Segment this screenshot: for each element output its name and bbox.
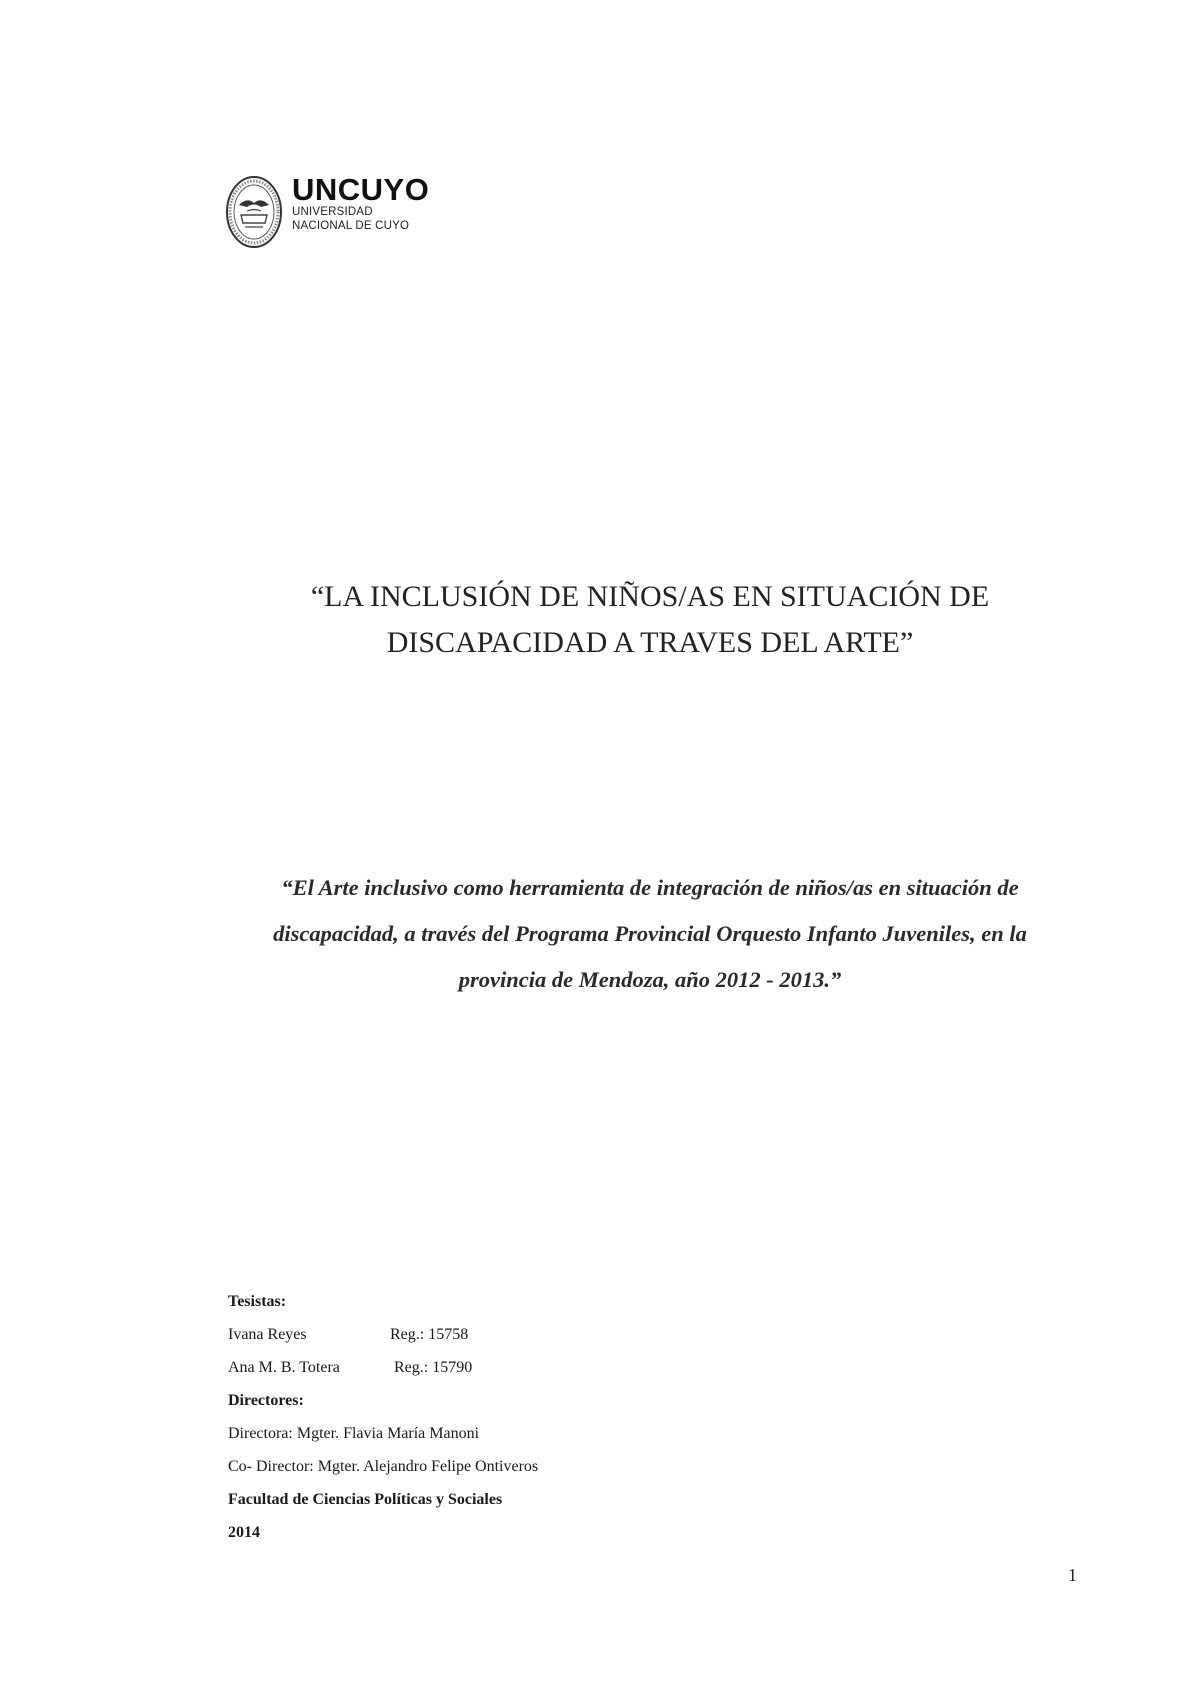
- credits-block: [228, 1285, 538, 1549]
- subtitle-line-2: discapacidad, a través del Programa Provincial Orquesto Infanto Juveniles, en la: [273, 921, 1027, 946]
- tesista-name: Ana M. B. Totera: [228, 1359, 340, 1376]
- tesista-reg: Reg.: 15758: [390, 1326, 469, 1343]
- tesista-reg: Reg.: 15790: [394, 1359, 473, 1376]
- brand-text: [292, 172, 430, 233]
- directores-heading: Directores:: [228, 1392, 304, 1409]
- brand-name: UNCUYO: [292, 172, 430, 207]
- thesis-title: [180, 574, 1120, 666]
- page-number: 1: [1068, 1565, 1077, 1585]
- tesista-row: [228, 1318, 538, 1351]
- thesis-subtitle: [230, 865, 1070, 1003]
- title-line-2: DISCAPACIDAD A TRAVES DEL ARTE”: [386, 626, 914, 659]
- subtitle-line-3: provincia de Mendoza, año 2012 - 2013.”: [458, 967, 842, 992]
- subtitle-line-1: “El Arte inclusivo como herramienta de integración de niños/as en situación de: [281, 875, 1019, 900]
- codirector-line: Co- Director: Mgter. Alejandro Felipe Ontiveros: [228, 1458, 539, 1475]
- tesista-row: [228, 1351, 538, 1384]
- university-logo: [225, 172, 430, 249]
- brand-line-2: NACIONAL DE CUYO: [292, 220, 410, 232]
- faculty-line: Facultad de Ciencias Políticas y Sociales: [228, 1491, 503, 1508]
- university-seal-icon: [225, 175, 283, 249]
- directora-line: Directora: Mgter. Flavia María Manoni: [228, 1425, 480, 1442]
- year-line: 2014: [228, 1524, 260, 1541]
- tesista-name: Ivana Reyes: [228, 1326, 307, 1343]
- brand-line-1: UNIVERSIDAD: [292, 206, 373, 218]
- tesistas-heading: Tesistas:: [228, 1293, 287, 1310]
- title-line-1: “LA INCLUSIÓN DE NIÑOS/AS EN SITUACIÓN DE: [310, 580, 990, 613]
